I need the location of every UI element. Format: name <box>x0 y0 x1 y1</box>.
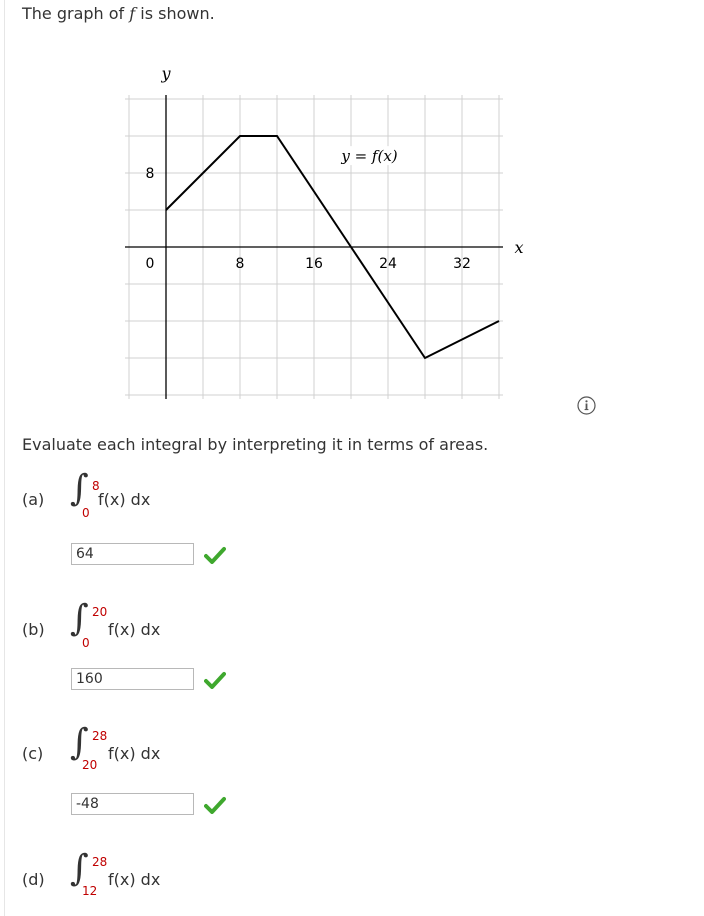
x-tick-label: 16 <box>305 256 323 272</box>
y-tick-label: 8 <box>145 166 155 182</box>
integral-sign: ∫ <box>70 848 89 889</box>
x-tick-label: 8 <box>235 256 245 272</box>
curve-label: y = f(x) <box>341 147 398 166</box>
checkmark-icon <box>204 796 226 814</box>
integrand: f(x) dx <box>108 744 161 763</box>
integral-sign: ∫ <box>70 598 89 639</box>
answer-input-c[interactable]: -48 <box>71 793 194 815</box>
prompt-text-after: is shown. <box>135 4 215 23</box>
integrand: f(x) dx <box>108 620 161 639</box>
part-label: (d) <box>22 870 45 889</box>
part-label: (a) <box>22 490 45 509</box>
part-label: (c) <box>22 744 44 763</box>
upper-limit: 20 <box>92 605 108 619</box>
checkmark-icon <box>204 546 226 564</box>
y-axis-label: y <box>161 64 171 83</box>
x-axis-label: x <box>514 238 524 257</box>
part-label: (b) <box>22 620 45 639</box>
info-circle-icon[interactable] <box>577 396 596 415</box>
integral-sign: ∫ <box>70 722 89 763</box>
x-tick-label: 24 <box>379 256 397 272</box>
upper-limit: 28 <box>92 855 108 869</box>
upper-limit: 8 <box>92 479 100 493</box>
lower-limit: 12 <box>82 884 98 898</box>
checkmark-icon <box>204 671 226 689</box>
prompt-text-before: The graph of <box>22 4 130 23</box>
integrand: f(x) dx <box>98 490 151 509</box>
integral-sign: ∫ <box>70 468 89 509</box>
lower-limit: 0 <box>82 506 90 520</box>
function-graph <box>0 0 704 440</box>
lower-limit: 0 <box>82 636 90 650</box>
upper-limit: 28 <box>92 729 108 743</box>
answer-input-b[interactable]: 160 <box>71 668 194 690</box>
answer-input-a[interactable]: 64 <box>71 543 194 565</box>
lower-limit: 20 <box>82 758 98 772</box>
x-tick-label: 0 <box>145 256 155 272</box>
x-tick-label: 32 <box>453 256 471 272</box>
integrand: f(x) dx <box>108 870 161 889</box>
prompt-function-name: f <box>129 4 136 23</box>
instruction-text: Evaluate each integral by interpreting it in terms of areas. <box>22 435 489 454</box>
